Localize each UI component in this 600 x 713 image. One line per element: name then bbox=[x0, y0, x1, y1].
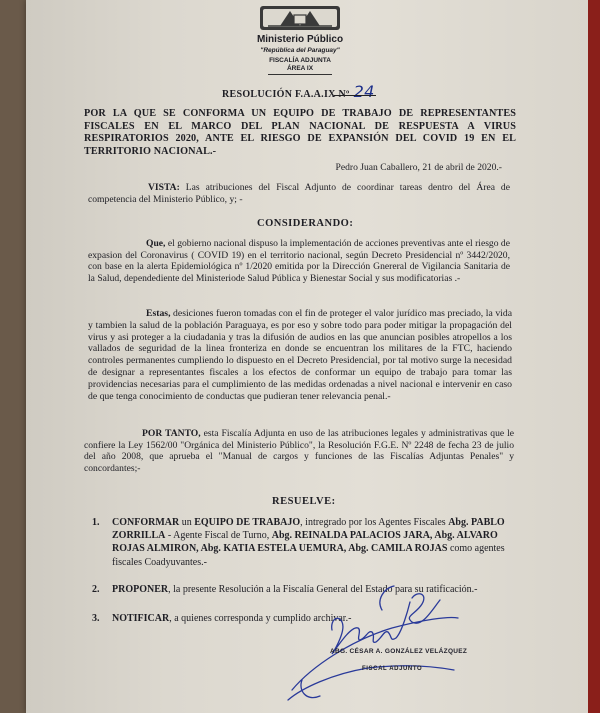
estas-label: Estas, bbox=[146, 308, 171, 319]
fiscalia-name: FISCALÍA ADJUNTA bbox=[269, 57, 331, 64]
portanto-label: POR TANTO, bbox=[142, 428, 201, 439]
resuelve-heading: RESUELVE: bbox=[272, 496, 336, 507]
portanto-paragraph bbox=[84, 428, 514, 474]
que-label: Que, bbox=[146, 238, 166, 249]
item-text-part: un bbox=[179, 517, 195, 528]
resolution-number: 24 bbox=[353, 82, 375, 101]
estas-paragraph bbox=[88, 308, 512, 402]
item-text-part: , intregrado por los Agentes Fiscales bbox=[300, 517, 449, 528]
item-text-part: , la presente Resolución a la Fiscalía General del Estado para su ratificación.- bbox=[168, 584, 478, 595]
item-text bbox=[112, 516, 512, 569]
resolution-title: POR LA QUE SE CONFORMA UN EQUIPO DE TRABAJO DE REPRESENTANTES FISCALES EN EL MARCO DEL PLAN NACIONAL DE RESPUESTA A VIRUS RESPIRATORIOS 2020, ANTE EL RIESGO DE EXPANSIÓN DEL COVID 19 EN EL TERRITORIO NACIONAL.- bbox=[84, 108, 516, 157]
ministry-name: Ministerio Público bbox=[256, 34, 344, 45]
area-name: ÁREA IX bbox=[286, 65, 314, 72]
item-text-part: , a quienes corresponda y cumplido archivar.- bbox=[169, 613, 352, 624]
item-number: 2. bbox=[92, 584, 100, 595]
vista-text: Las atribuciones del Fiscal Adjunto de coordinar tareas dentro del Área de competencia del Ministerio Público, y; - bbox=[88, 182, 510, 205]
item-verb: NOTIFICAR bbox=[112, 613, 170, 624]
background-edge bbox=[588, 0, 600, 713]
vista-paragraph bbox=[88, 182, 510, 205]
ministerio-logo-icon bbox=[258, 4, 342, 34]
document-date: Pedro Juan Caballero, 21 de abril de 2020.- bbox=[335, 162, 502, 173]
vista-label: VISTA: bbox=[148, 182, 180, 193]
que-text: el gobierno nacional dispuso la implementación de acciones preventivas ante el riesgo de expasion del Coronavirus ( COVID 19) en el territorio nacional, según Decreto Presidencial nº 3442/2020, con base en la alerta Epidemiológica nº 1/2020 emitida por la Dirección Gnereral de Vigilancia Sanitaria de la Salud, dependediente del Ministeriode Salud Pública y Bienestar Social y sus modificatorias .- bbox=[88, 238, 510, 284]
resolution-item-1 bbox=[92, 516, 512, 569]
signature-icon bbox=[272, 570, 462, 713]
considerando-heading: CONSIDERANDO: bbox=[257, 218, 354, 229]
resolution-underline bbox=[334, 95, 376, 96]
item-verb: CONFORMAR bbox=[112, 517, 180, 528]
signature-role: FISCAL ADJUNTO bbox=[362, 666, 423, 672]
item-text-part: como agentes fiscales Coadyuvantes.- bbox=[112, 543, 505, 568]
item-verb: PROPONER bbox=[112, 584, 169, 595]
header-divider bbox=[268, 74, 332, 75]
item-text-part: - Agente Fiscal de Turno, bbox=[165, 530, 272, 542]
item-emphasis: EQUIPO DE TRABAJO bbox=[194, 517, 301, 528]
resolution-label: RESOLUCIÓN F.A.A.IX Nº bbox=[222, 89, 350, 100]
portanto-text: esta Fiscalía Adjunta en uso de las atribuciones legales y administrativas que le confiere la Ley 1562/00 "Orgánica del Ministerio Público", la Resolución F.G.E. Nº 2248 de fecha 23 de julio del año 2008, que aprueba el "Manual de cargos y funciones de las Fiscalías Adjuntas Penales" y concordantes;- bbox=[84, 428, 515, 474]
item-number: 3. bbox=[92, 613, 100, 624]
republic-name: "República del Paraguay" bbox=[260, 47, 340, 54]
estas-text: desiciones fueron tomadas con el fin de proteger el valor jurídico mas preciado, la vida y tambien la salud de la población Paraguaya, es por eso y sobre todo para poder mitigar la propagación del virus y asi proteger a la ciudadania y tras la difusión de audios en las que anuncian posibles atropellos a los vallados de seguridad de la linea fronteriza en donde se encuentran los militares de la FTC, haciendo controles permanentes cumpliendo lo dispuesto en el Decreto Presidencial, por tal motivo surge la necesidad de designar a representantes fiscales a los efectos de conformar un equipo de trabajo para tomar las providencias necesarias para el cumplimiento de las medidas ordenadas a nivel nacional e intervenir en caso de que tenga conocimiento de conductas que pudieran tener relevancia penal.- bbox=[88, 308, 512, 402]
resolution-heading bbox=[222, 82, 375, 101]
item-emphasis: Abg. REINALDA PALACIOS JARA, Abg. ALVARO ROJAS ALMIRON, Abg. KATIA ESTELA UEMURA, Abg. CAMILA ROJAS bbox=[112, 530, 498, 555]
item-number: 1. bbox=[92, 517, 100, 528]
que-paragraph bbox=[88, 238, 510, 284]
signature-name: ABG. CÉSAR A. GONZÁLEZ VELÁZQUEZ bbox=[330, 648, 468, 655]
item-emphasis: Abg. PABLO ZORRILLA bbox=[112, 517, 505, 542]
